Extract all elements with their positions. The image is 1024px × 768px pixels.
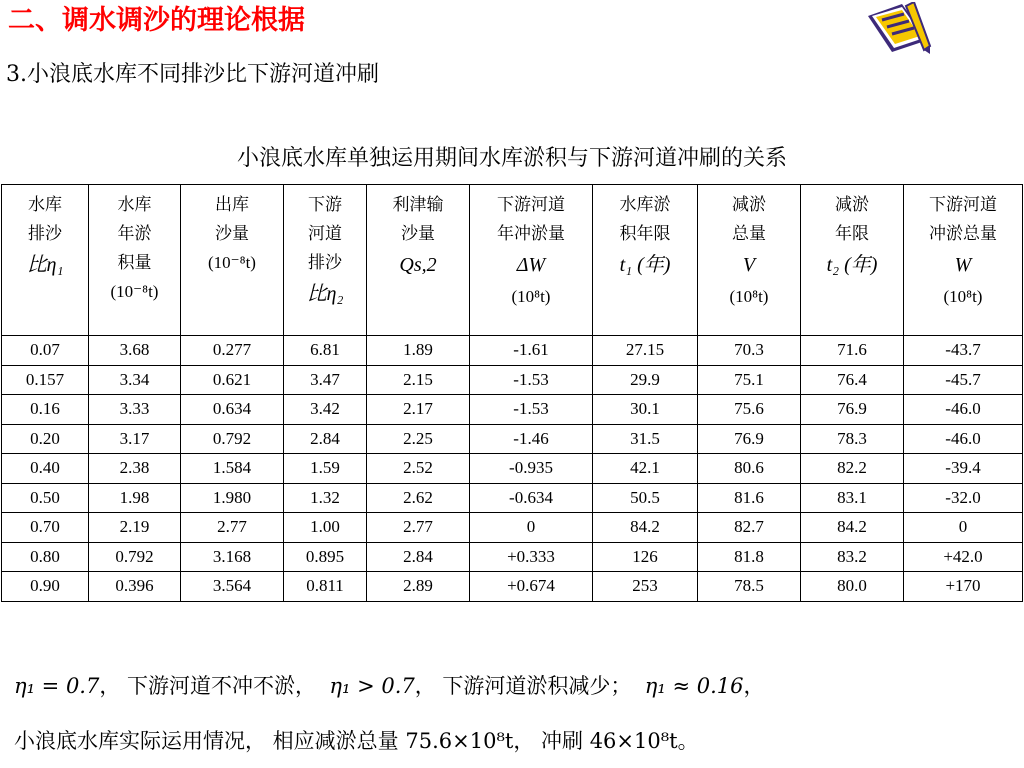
table-cell: 0.792 bbox=[181, 424, 284, 454]
table-cell: -32.0 bbox=[904, 483, 1023, 513]
column-header-line: 积年限 bbox=[619, 224, 671, 243]
table-body bbox=[2, 336, 1023, 602]
column-header-symbol: t₂ (年) bbox=[826, 254, 878, 276]
table-cell: 76.9 bbox=[801, 395, 904, 425]
column-header-unit: (10⁸t) bbox=[943, 287, 983, 306]
note-text-actual-operation: 小浪底水库实际运用情况， 相应减淤总量 bbox=[14, 729, 399, 753]
column-header-line: 排沙 bbox=[28, 224, 62, 243]
table-cell: 81.8 bbox=[698, 542, 801, 572]
table-cell: 2.84 bbox=[284, 424, 367, 454]
column-header bbox=[367, 185, 470, 336]
table-cell: -46.0 bbox=[904, 395, 1023, 425]
table-cell: 0.16 bbox=[2, 395, 89, 425]
table-cell: -0.634 bbox=[470, 483, 593, 513]
column-header-line: 年限 bbox=[835, 224, 869, 243]
table-row bbox=[2, 454, 1023, 484]
column-header-line: 沙量 bbox=[401, 224, 435, 243]
table-cell: 81.6 bbox=[698, 483, 801, 513]
table-cell: 3.42 bbox=[284, 395, 367, 425]
table-cell: 2.89 bbox=[367, 572, 470, 602]
column-header-line: 年冲淤量 bbox=[497, 224, 565, 243]
table-cell: 50.5 bbox=[593, 483, 698, 513]
notebook-pencil-icon bbox=[862, 2, 932, 54]
table-cell: 70.3 bbox=[698, 336, 801, 366]
column-header bbox=[284, 185, 367, 336]
table-cell: +42.0 bbox=[904, 542, 1023, 572]
table-cell: 1.89 bbox=[367, 336, 470, 366]
header-row bbox=[2, 185, 1023, 336]
table-cell: 2.25 bbox=[367, 424, 470, 454]
section-subtitle: 3.小浪底水库不同排沙比下游河道冲刷 bbox=[6, 62, 379, 87]
table-cell: 0.90 bbox=[2, 572, 89, 602]
table-cell: 42.1 bbox=[593, 454, 698, 484]
table-cell: 0.70 bbox=[2, 513, 89, 543]
table-cell: -1.46 bbox=[470, 424, 593, 454]
table-cell: -1.61 bbox=[470, 336, 593, 366]
table-cell: 1.59 bbox=[284, 454, 367, 484]
table-header bbox=[2, 185, 1023, 336]
table-cell: 3.564 bbox=[181, 572, 284, 602]
table-cell: -39.4 bbox=[904, 454, 1023, 484]
table-row bbox=[2, 365, 1023, 395]
table-cell: 0.621 bbox=[181, 365, 284, 395]
column-header-line: 水库 bbox=[28, 195, 62, 214]
column-header-symbol: V bbox=[742, 254, 756, 276]
table-cell: 0.40 bbox=[2, 454, 89, 484]
table-cell: 1.980 bbox=[181, 483, 284, 513]
column-header-line: 减淤 bbox=[835, 195, 869, 214]
equation-reduction-total: 75.6×10⁸t bbox=[405, 729, 514, 753]
column-header-line: 水库 bbox=[117, 195, 152, 214]
table-title: 小浪底水库单独运用期间水库淤积与下游河道冲刷的关系 bbox=[236, 146, 787, 171]
note-text-comma: ， bbox=[743, 674, 765, 698]
table-cell: 2.77 bbox=[367, 513, 470, 543]
table-cell: -1.53 bbox=[470, 365, 593, 395]
column-header bbox=[2, 185, 89, 336]
column-header bbox=[470, 185, 593, 336]
column-header-line: 水库淤 bbox=[619, 195, 671, 214]
table-cell: 76.9 bbox=[698, 424, 801, 454]
column-header-unit: (10⁸t) bbox=[511, 287, 551, 306]
table-cell: 0 bbox=[904, 513, 1023, 543]
table-cell: 3.168 bbox=[181, 542, 284, 572]
table-cell: 0.792 bbox=[89, 542, 181, 572]
column-header bbox=[593, 185, 698, 336]
table-cell: 27.15 bbox=[593, 336, 698, 366]
table-cell: 1.98 bbox=[89, 483, 181, 513]
table-cell: 2.52 bbox=[367, 454, 470, 484]
table-cell: 83.1 bbox=[801, 483, 904, 513]
column-header-line: 下游河道 bbox=[929, 195, 997, 214]
table-cell: 0.634 bbox=[181, 395, 284, 425]
table-cell: 0.811 bbox=[284, 572, 367, 602]
slide-title: 二、调水调沙的理论根据 bbox=[8, 5, 305, 36]
column-header-line: 积量 bbox=[117, 253, 152, 272]
column-header-line: 利津输 bbox=[392, 195, 444, 214]
table-cell: 2.38 bbox=[89, 454, 181, 484]
table-cell: 3.34 bbox=[89, 365, 181, 395]
table-row bbox=[2, 424, 1023, 454]
column-header-line: 下游河道 bbox=[497, 195, 565, 214]
note-text-siltation-decrease: ， 下游河道淤积减少； bbox=[414, 674, 632, 698]
column-header-line: 沙量 bbox=[215, 224, 249, 243]
column-header bbox=[89, 185, 181, 336]
table-cell: -46.0 bbox=[904, 424, 1023, 454]
table-cell: 71.6 bbox=[801, 336, 904, 366]
table-row bbox=[2, 395, 1023, 425]
equation-scour-total: 46×10⁸t bbox=[589, 729, 678, 753]
table-cell: 0.277 bbox=[181, 336, 284, 366]
table-cell: 75.6 bbox=[698, 395, 801, 425]
column-header bbox=[698, 185, 801, 336]
table-cell: 75.1 bbox=[698, 365, 801, 395]
table-cell: 0.07 bbox=[2, 336, 89, 366]
table-row bbox=[2, 483, 1023, 513]
table-cell: 31.5 bbox=[593, 424, 698, 454]
table-cell: 0.50 bbox=[2, 483, 89, 513]
table-cell: 80.6 bbox=[698, 454, 801, 484]
column-header-line: 下游 bbox=[308, 195, 342, 214]
table-cell: 0.20 bbox=[2, 424, 89, 454]
table-cell: 80.0 bbox=[801, 572, 904, 602]
table-cell: 30.1 bbox=[593, 395, 698, 425]
table-cell: 84.2 bbox=[593, 513, 698, 543]
equation-eta-greater: η₁ > 0.7 bbox=[329, 674, 415, 698]
table-cell: 2.17 bbox=[367, 395, 470, 425]
note-text-period: 。 bbox=[677, 729, 699, 753]
table-row bbox=[2, 336, 1023, 366]
table-cell: +170 bbox=[904, 572, 1023, 602]
column-header bbox=[801, 185, 904, 336]
table-cell: 78.3 bbox=[801, 424, 904, 454]
column-header-line: 河道 bbox=[308, 224, 342, 243]
table-cell: 1.584 bbox=[181, 454, 284, 484]
column-header-line: 出库 bbox=[215, 195, 249, 214]
column-header-unit: (10⁸t) bbox=[729, 287, 769, 306]
table-cell: 2.84 bbox=[367, 542, 470, 572]
table-cell: 82.7 bbox=[698, 513, 801, 543]
column-header-symbol: Qs,2 bbox=[399, 254, 437, 276]
column-header-line: 总量 bbox=[732, 224, 766, 243]
table-cell: -43.7 bbox=[904, 336, 1023, 366]
table-cell: 76.4 bbox=[801, 365, 904, 395]
table-cell: -0.935 bbox=[470, 454, 593, 484]
table-cell: 2.77 bbox=[181, 513, 284, 543]
table-cell: 3.47 bbox=[284, 365, 367, 395]
column-header-symbol: t₁ (年) bbox=[619, 254, 671, 276]
table-row bbox=[2, 572, 1023, 602]
table-cell: 2.15 bbox=[367, 365, 470, 395]
table-cell: 3.33 bbox=[89, 395, 181, 425]
table-row bbox=[2, 542, 1023, 572]
table-cell: 1.00 bbox=[284, 513, 367, 543]
table-cell: 84.2 bbox=[801, 513, 904, 543]
data-table bbox=[1, 184, 1023, 602]
table-cell: 0.80 bbox=[2, 542, 89, 572]
column-header bbox=[904, 185, 1023, 336]
note-text-scour: ， 冲刷 bbox=[513, 729, 583, 753]
table-cell: 2.62 bbox=[367, 483, 470, 513]
table-cell: 83.2 bbox=[801, 542, 904, 572]
column-header-symbol: 比η₁ bbox=[26, 254, 64, 276]
column-header bbox=[181, 185, 284, 336]
equation-eta-approx: η₁ ≈ 0.16 bbox=[644, 674, 744, 698]
table-cell: 2.19 bbox=[89, 513, 181, 543]
column-header-line: 年淤 bbox=[117, 224, 152, 243]
equation-eta-equal: η₁ = 0.7 bbox=[14, 674, 100, 698]
table-cell: 126 bbox=[593, 542, 698, 572]
note-line-2 bbox=[14, 726, 699, 756]
column-header-unit: (10⁻⁸t) bbox=[208, 253, 256, 272]
column-header-line: 排沙 bbox=[308, 253, 342, 272]
table-cell: 0.895 bbox=[284, 542, 367, 572]
table-cell: 1.32 bbox=[284, 483, 367, 513]
table-cell: 0.157 bbox=[2, 365, 89, 395]
note-text-no-scour: ， 下游河道不冲不淤， bbox=[99, 674, 317, 698]
column-header-unit: (10⁻⁸t) bbox=[110, 282, 159, 301]
table-cell: +0.333 bbox=[470, 542, 593, 572]
note-line-1 bbox=[14, 671, 765, 701]
table-cell: 6.81 bbox=[284, 336, 367, 366]
table-cell: 3.68 bbox=[89, 336, 181, 366]
column-header-symbol: W bbox=[954, 254, 972, 276]
table-row bbox=[2, 513, 1023, 543]
column-header-symbol: 比η₂ bbox=[306, 283, 344, 305]
column-header-symbol: ΔW bbox=[516, 254, 546, 276]
table-cell: 3.17 bbox=[89, 424, 181, 454]
table-cell: 0.396 bbox=[89, 572, 181, 602]
table-cell: +0.674 bbox=[470, 572, 593, 602]
table-cell: 82.2 bbox=[801, 454, 904, 484]
table-cell: 253 bbox=[593, 572, 698, 602]
table-cell: 0 bbox=[470, 513, 593, 543]
table-cell: 78.5 bbox=[698, 572, 801, 602]
column-header-line: 减淤 bbox=[732, 195, 766, 214]
table-cell: -1.53 bbox=[470, 395, 593, 425]
table-cell: 29.9 bbox=[593, 365, 698, 395]
table-cell: -45.7 bbox=[904, 365, 1023, 395]
column-header-line: 冲淤总量 bbox=[929, 224, 997, 243]
